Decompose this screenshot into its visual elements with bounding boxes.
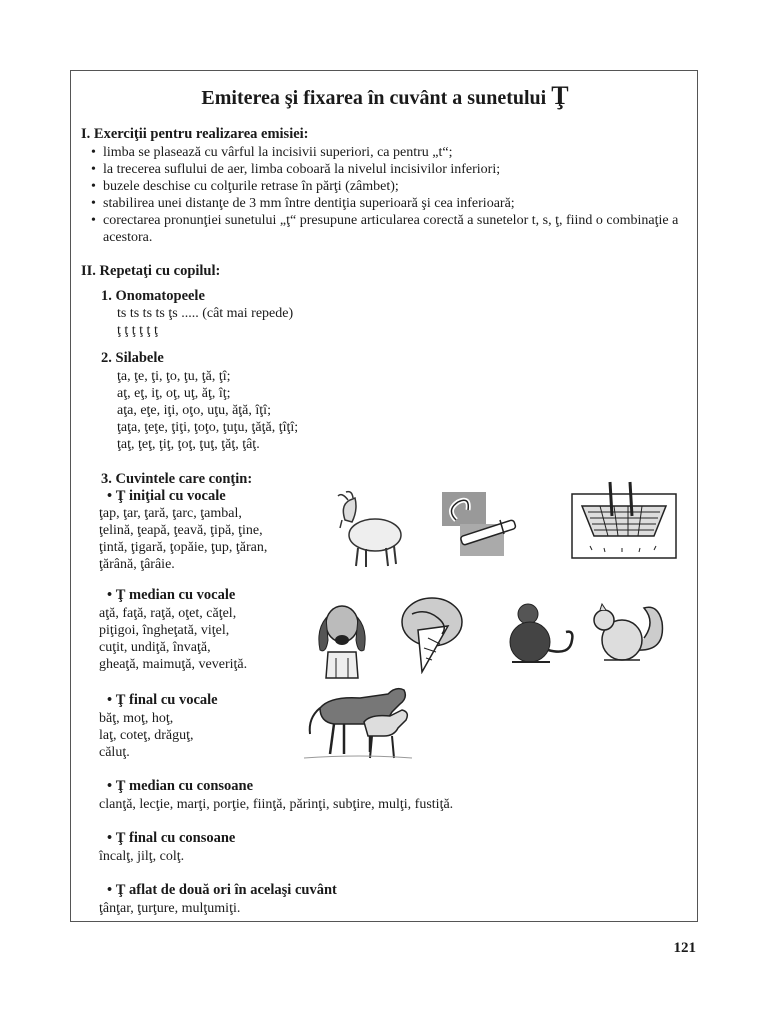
text-line: aţa, eţe, iţi, oţo, uţu, ăţă, îţî;: [117, 403, 271, 418]
final-consoane-lines: [99, 848, 184, 865]
ice-cream-illustration: [398, 596, 468, 674]
doua-ori-label: • Ţ aflat de două ori în acelaşi cuvânt: [107, 882, 337, 898]
text-line: gheaţă, maimuţă, veveriţă.: [99, 657, 248, 672]
section1-list: [91, 144, 687, 246]
list-item: • corectarea pronunţiei sunetului „ţ“ presupune articularea corectă a sunetelor t, s, ţ, fiind o combinaţie a acestora.: [91, 212, 687, 246]
median-vocale-lines: [99, 605, 247, 673]
title-letter: Ţ: [551, 81, 569, 110]
page-title: [71, 81, 699, 111]
text-line: băţ, moţ, hoţ,: [99, 711, 174, 726]
initial-lines: [99, 505, 267, 573]
final-vocale-label: • Ţ final cu vocale: [107, 692, 218, 708]
onomatopee-heading: 1. Onomatopeele: [101, 288, 205, 304]
final-consoane-label: • Ţ final cu consoane: [107, 830, 236, 846]
text-line: laţ, coteţ, drăguţ,: [99, 728, 194, 743]
cuvinte-heading: 3. Cuvintele care conţin:: [101, 471, 253, 487]
text-line: ţap, ţar, ţară, ţarc, ţambal,: [99, 506, 242, 521]
final-vocale-lines: [99, 710, 193, 761]
list-item: • la trecerea suflului de aer, limba coboară la nivelul incisivilor inferiori;: [91, 161, 687, 178]
silabe-lines: [117, 368, 298, 453]
dulcimer-illustration: [570, 480, 678, 562]
horses-illustration: [300, 682, 416, 762]
text-line: aţ, eţ, iţ, oţ, uţ, ăţ, îţ;: [117, 386, 231, 401]
text-line: cuţit, undiţă, învaţă,: [99, 640, 211, 655]
squirrel-illustration: [586, 600, 670, 668]
text-line: ţărână, ţârâie.: [99, 557, 175, 572]
section2-heading: II. Repetaţi cu copilul:: [81, 263, 221, 279]
text-line: căluţ.: [99, 745, 130, 760]
doua-ori-lines: [99, 900, 240, 917]
median-vocale-label: • Ţ median cu vocale: [107, 587, 236, 603]
text-line: aţă, faţă, raţă, oţet, căţel,: [99, 606, 237, 621]
list-item: • stabilirea unei distanţe de 3 mm între dentiţia superioară şi cea inferioară;: [91, 195, 687, 212]
median-consoane-label: • Ţ median cu consoane: [107, 778, 254, 794]
text-line: ţaţa, ţeţe, ţiţi, ţoţo, ţuţu, ţăţă, ţîţî;: [117, 420, 299, 435]
text-line: piţigoi, îngheţată, viţel,: [99, 623, 230, 638]
list-item: • limba se plasează cu vârful la incisivii superiori, ca pentru „t“;: [91, 144, 687, 161]
text-line: ţaţ, ţeţ, ţiţ, ţoţ, ţuţ, ţăţ, ţâţ.: [117, 437, 260, 452]
text-line: clanţă, lecţie, marţi, porţie, fiinţă, părinţi, subţire, mulţi, fustiţă.: [99, 797, 454, 812]
text-line: ţânţar, ţurţure, mulţumiţi.: [99, 901, 241, 916]
initial-label: • Ţ iniţial cu vocale: [107, 488, 226, 504]
silabe-heading: 2. Silabele: [101, 350, 164, 366]
text-line: ţelină, ţeapă, ţeavă, ţipă, ţine,: [99, 523, 263, 538]
onomatopee-lines: [117, 305, 293, 339]
text-line: ts ts ts ts ţs ..... (cât mai repede): [117, 306, 294, 321]
title-text: Emiterea şi fixarea în cuvânt a sunetului: [201, 87, 547, 109]
text-line: ţintă, ţigară, ţopăie, ţup, ţăran,: [99, 540, 268, 555]
cigarette-illustration: [440, 490, 520, 560]
text-line: încalţ, jilţ, colţ.: [99, 849, 185, 864]
section1-heading: I. Exerciţii pentru realizarea emisiei:: [81, 126, 309, 142]
goat-illustration: [330, 490, 410, 570]
text-line: ţ ţ ţ ţ ţ ţ: [117, 323, 158, 338]
monkey-illustration: [500, 600, 578, 668]
dog-illustration: [312, 596, 372, 682]
list-item: • buzele deschise cu colţurile retrase în părţi (zâmbet);: [91, 178, 687, 195]
median-consoane-lines: [99, 796, 453, 813]
page-number: 121: [673, 940, 696, 956]
text-line: ţa, ţe, ţi, ţo, ţu, ţă, ţî;: [117, 369, 231, 384]
